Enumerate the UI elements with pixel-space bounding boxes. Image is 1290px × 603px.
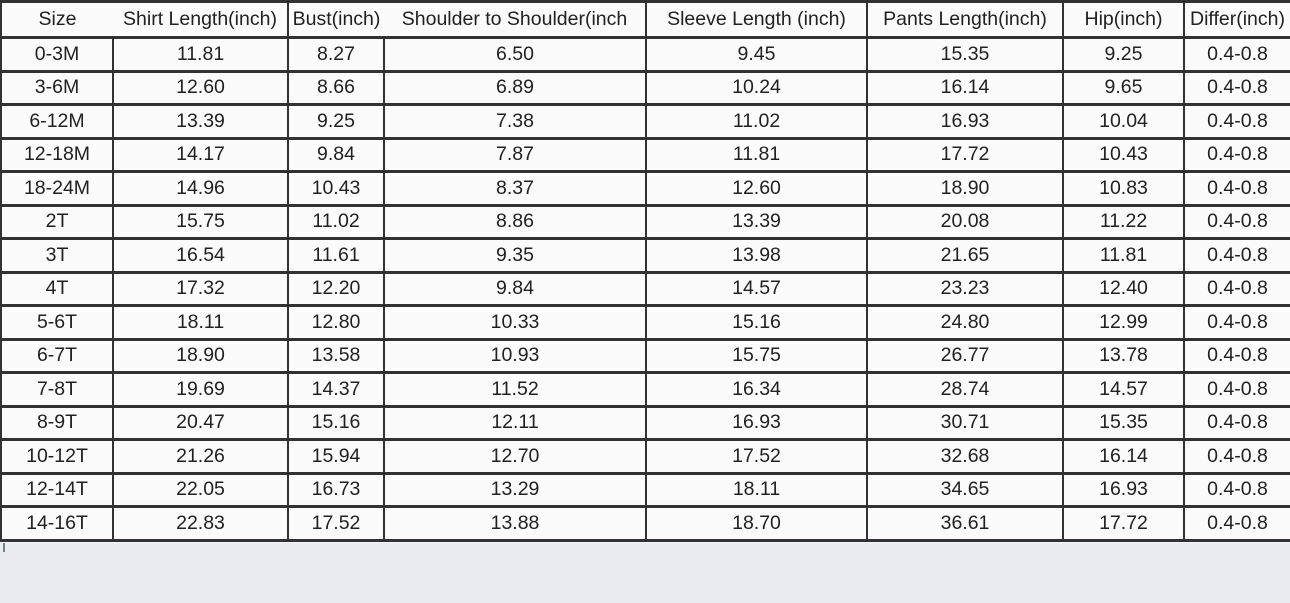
size-cell: 8-9T <box>1 406 113 440</box>
value-cell: 13.98 <box>646 239 867 273</box>
size-cell: 12-14T <box>1 473 113 507</box>
value-cell: 0.4-0.8 <box>1184 138 1290 172</box>
value-cell: 13.39 <box>113 105 288 139</box>
column-header-shirt-length: Shirt Length(inch) <box>113 2 288 38</box>
table-row <box>1 440 1290 474</box>
size-cell: 14-16T <box>1 507 113 541</box>
footer-strip <box>0 542 1290 603</box>
value-cell: 14.57 <box>1063 373 1184 407</box>
value-cell: 16.73 <box>288 473 384 507</box>
value-cell: 0.4-0.8 <box>1184 105 1290 139</box>
value-cell: 0.4-0.8 <box>1184 38 1290 72</box>
value-cell: 23.23 <box>867 272 1063 306</box>
table-row <box>1 38 1290 72</box>
size-cell: 6-12M <box>1 105 113 139</box>
value-cell: 0.4-0.8 <box>1184 507 1290 541</box>
value-cell: 0.4-0.8 <box>1184 406 1290 440</box>
size-cell: 10-12T <box>1 440 113 474</box>
value-cell: 13.39 <box>646 205 867 239</box>
size-cell: 2T <box>1 205 113 239</box>
value-cell: 9.84 <box>288 138 384 172</box>
value-cell: 14.37 <box>288 373 384 407</box>
value-cell: 10.04 <box>1063 105 1184 139</box>
header-row <box>1 2 1290 38</box>
value-cell: 18.90 <box>113 339 288 373</box>
value-cell: 13.78 <box>1063 339 1184 373</box>
table-row <box>1 205 1290 239</box>
size-cell: 0-3M <box>1 38 113 72</box>
value-cell: 7.38 <box>384 105 646 139</box>
value-cell: 16.54 <box>113 239 288 273</box>
value-cell: 13.58 <box>288 339 384 373</box>
value-cell: 16.93 <box>867 105 1063 139</box>
value-cell: 11.02 <box>646 105 867 139</box>
value-cell: 11.81 <box>113 38 288 72</box>
value-cell: 12.60 <box>113 71 288 105</box>
size-cell: 18-24M <box>1 172 113 206</box>
value-cell: 10.93 <box>384 339 646 373</box>
value-cell: 28.74 <box>867 373 1063 407</box>
value-cell: 0.4-0.8 <box>1184 306 1290 340</box>
value-cell: 15.75 <box>113 205 288 239</box>
value-cell: 18.11 <box>113 306 288 340</box>
value-cell: 17.52 <box>288 507 384 541</box>
value-cell: 34.65 <box>867 473 1063 507</box>
value-cell: 12.60 <box>646 172 867 206</box>
value-cell: 20.47 <box>113 406 288 440</box>
value-cell: 10.33 <box>384 306 646 340</box>
value-cell: 15.94 <box>288 440 384 474</box>
value-cell: 12.99 <box>1063 306 1184 340</box>
size-cell: 6-7T <box>1 339 113 373</box>
value-cell: 26.77 <box>867 339 1063 373</box>
size-cell: 5-6T <box>1 306 113 340</box>
value-cell: 8.37 <box>384 172 646 206</box>
value-cell: 16.93 <box>1063 473 1184 507</box>
value-cell: 8.66 <box>288 71 384 105</box>
left-border-stub <box>3 543 5 552</box>
value-cell: 11.22 <box>1063 205 1184 239</box>
value-cell: 15.75 <box>646 339 867 373</box>
value-cell: 20.08 <box>867 205 1063 239</box>
value-cell: 10.43 <box>288 172 384 206</box>
column-header-bust: Bust(inch) <box>288 2 384 38</box>
table-row <box>1 406 1290 440</box>
value-cell: 9.84 <box>384 272 646 306</box>
value-cell: 17.32 <box>113 272 288 306</box>
value-cell: 9.25 <box>288 105 384 139</box>
table-row <box>1 473 1290 507</box>
table-row <box>1 373 1290 407</box>
value-cell: 11.02 <box>288 205 384 239</box>
value-cell: 0.4-0.8 <box>1184 239 1290 273</box>
value-cell: 8.86 <box>384 205 646 239</box>
table-row <box>1 138 1290 172</box>
value-cell: 22.05 <box>113 473 288 507</box>
value-cell: 16.34 <box>646 373 867 407</box>
value-cell: 0.4-0.8 <box>1184 71 1290 105</box>
column-header-hip: Hip(inch) <box>1063 2 1184 38</box>
table-row <box>1 172 1290 206</box>
value-cell: 9.25 <box>1063 38 1184 72</box>
column-header-pants-length: Pants Length(inch) <box>867 2 1063 38</box>
column-header-size: Size <box>1 2 113 38</box>
size-cell: 12-18M <box>1 138 113 172</box>
value-cell: 24.80 <box>867 306 1063 340</box>
size-cell: 3-6M <box>1 71 113 105</box>
table-row <box>1 272 1290 306</box>
value-cell: 15.35 <box>1063 406 1184 440</box>
value-cell: 9.35 <box>384 239 646 273</box>
value-cell: 14.96 <box>113 172 288 206</box>
table-row <box>1 71 1290 105</box>
value-cell: 17.52 <box>646 440 867 474</box>
value-cell: 0.4-0.8 <box>1184 272 1290 306</box>
value-cell: 12.40 <box>1063 272 1184 306</box>
value-cell: 19.69 <box>113 373 288 407</box>
value-cell: 11.61 <box>288 239 384 273</box>
value-cell: 14.57 <box>646 272 867 306</box>
size-cell: 3T <box>1 239 113 273</box>
value-cell: 18.90 <box>867 172 1063 206</box>
value-cell: 18.70 <box>646 507 867 541</box>
table-row <box>1 339 1290 373</box>
value-cell: 16.14 <box>1063 440 1184 474</box>
value-cell: 30.71 <box>867 406 1063 440</box>
value-cell: 15.16 <box>646 306 867 340</box>
value-cell: 0.4-0.8 <box>1184 473 1290 507</box>
value-cell: 14.17 <box>113 138 288 172</box>
table-body <box>1 38 1290 541</box>
value-cell: 0.4-0.8 <box>1184 440 1290 474</box>
value-cell: 6.89 <box>384 71 646 105</box>
value-cell: 13.88 <box>384 507 646 541</box>
value-cell: 0.4-0.8 <box>1184 205 1290 239</box>
value-cell: 21.65 <box>867 239 1063 273</box>
value-cell: 0.4-0.8 <box>1184 172 1290 206</box>
table-row <box>1 105 1290 139</box>
value-cell: 16.93 <box>646 406 867 440</box>
column-header-sleeve-length: Sleeve Length (inch) <box>646 2 867 38</box>
value-cell: 15.16 <box>288 406 384 440</box>
size-cell: 4T <box>1 272 113 306</box>
value-cell: 32.68 <box>867 440 1063 474</box>
value-cell: 12.11 <box>384 406 646 440</box>
value-cell: 12.70 <box>384 440 646 474</box>
table-row <box>1 239 1290 273</box>
value-cell: 17.72 <box>1063 507 1184 541</box>
value-cell: 21.26 <box>113 440 288 474</box>
value-cell: 15.35 <box>867 38 1063 72</box>
value-cell: 9.65 <box>1063 71 1184 105</box>
value-cell: 9.45 <box>646 38 867 72</box>
value-cell: 0.4-0.8 <box>1184 339 1290 373</box>
size-cell: 7-8T <box>1 373 113 407</box>
table-row <box>1 306 1290 340</box>
value-cell: 17.72 <box>867 138 1063 172</box>
value-cell: 22.83 <box>113 507 288 541</box>
value-cell: 10.43 <box>1063 138 1184 172</box>
value-cell: 8.27 <box>288 38 384 72</box>
value-cell: 16.14 <box>867 71 1063 105</box>
value-cell: 6.50 <box>384 38 646 72</box>
value-cell: 36.61 <box>867 507 1063 541</box>
value-cell: 11.81 <box>1063 239 1184 273</box>
value-cell: 13.29 <box>384 473 646 507</box>
table-row <box>1 507 1290 541</box>
value-cell: 12.20 <box>288 272 384 306</box>
value-cell: 7.87 <box>384 138 646 172</box>
column-header-shoulder-to-shoulder: Shoulder to Shoulder(inch <box>384 2 646 38</box>
value-cell: 12.80 <box>288 306 384 340</box>
column-header-differ: Differ(inch) <box>1184 2 1290 38</box>
value-cell: 11.52 <box>384 373 646 407</box>
value-cell: 0.4-0.8 <box>1184 373 1290 407</box>
value-cell: 10.24 <box>646 71 867 105</box>
value-cell: 10.83 <box>1063 172 1184 206</box>
value-cell: 11.81 <box>646 138 867 172</box>
value-cell: 18.11 <box>646 473 867 507</box>
